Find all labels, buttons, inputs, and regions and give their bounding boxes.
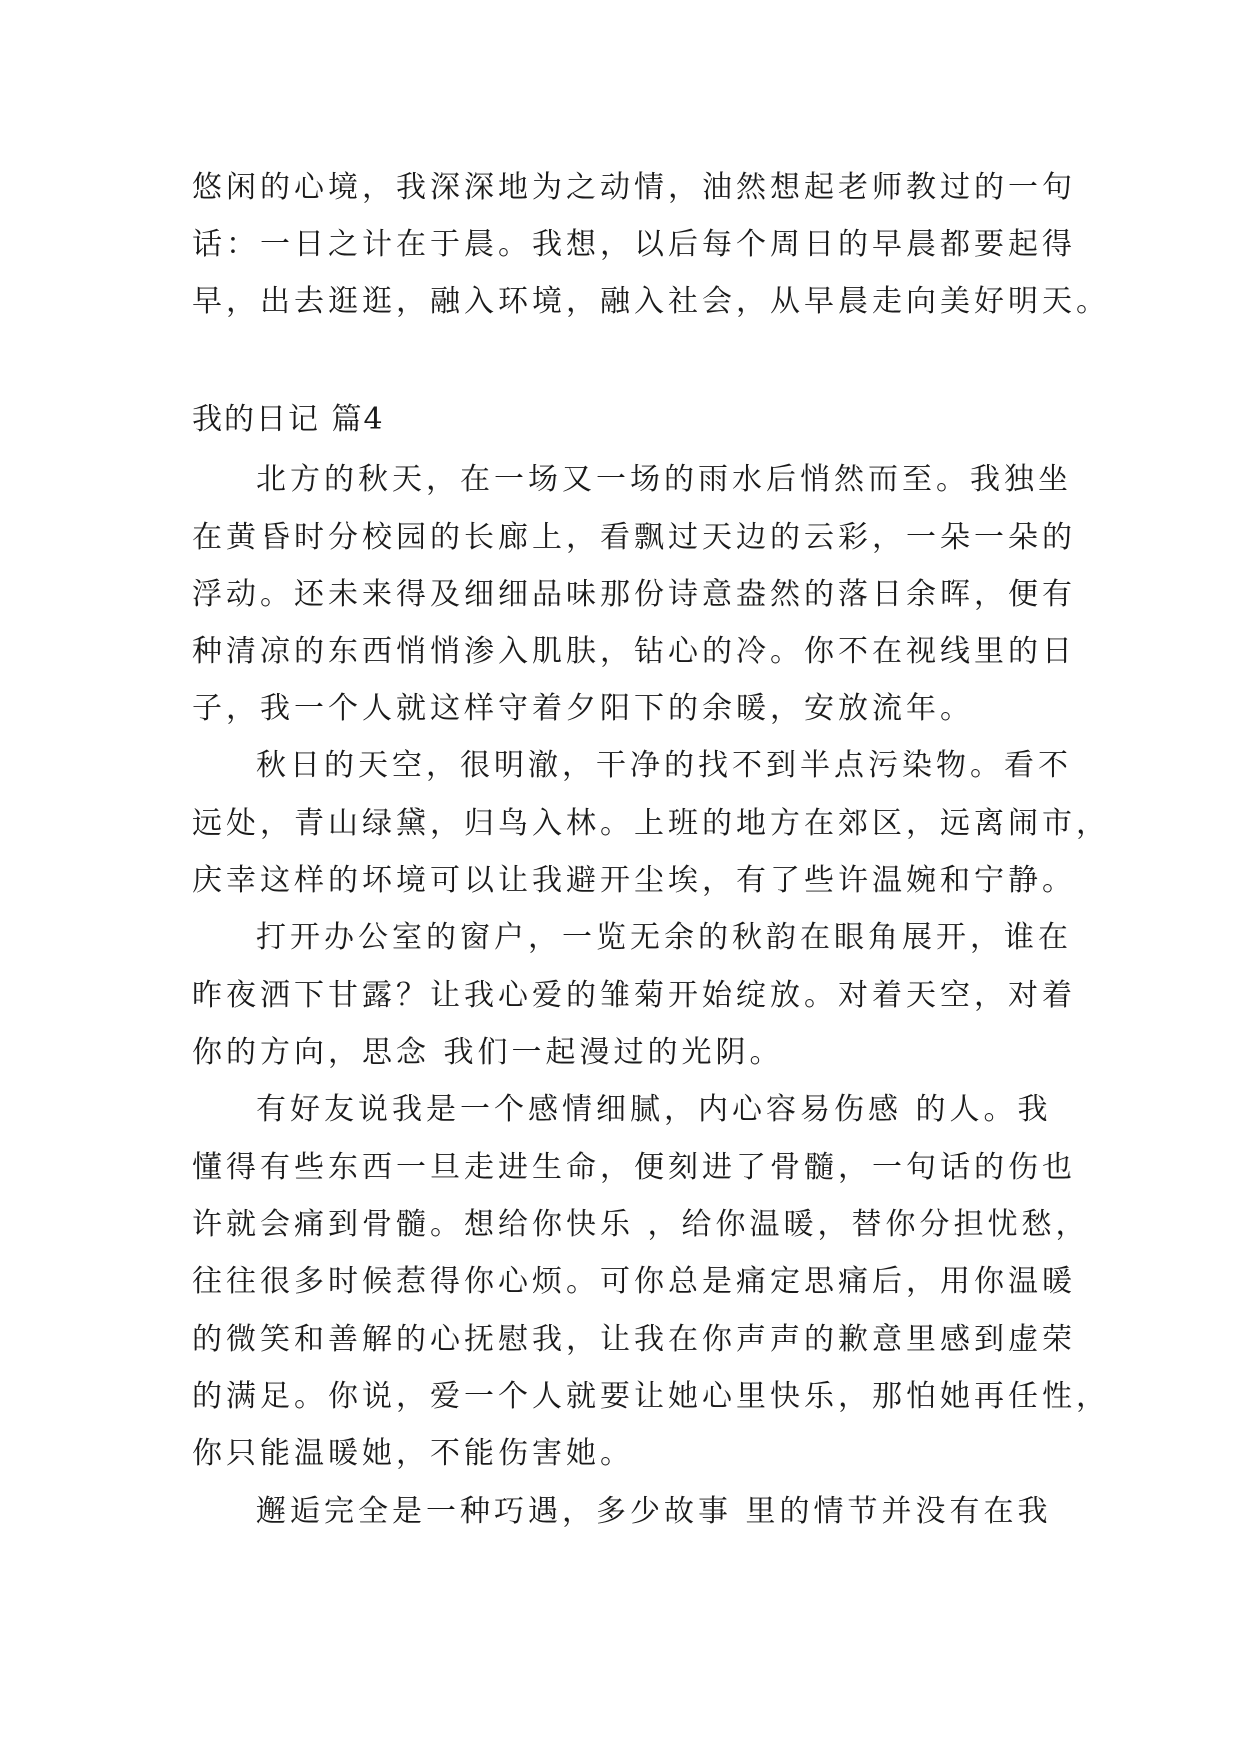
paragraph-line: 北方的秋天，在一场又一场的雨水后悄然而至。我独坐	[256, 462, 1072, 497]
paragraph-line: 有好友说我是一个感情细腻，内心容易伤感 的人。我	[256, 1092, 1052, 1127]
paragraph-line: 往往很多时候惹得你心烦。可你总是痛定思痛后，用你温暖	[192, 1264, 1076, 1299]
paragraph-line: 邂逅完全是一种巧遇，多少故事 里的情节并没有在我	[256, 1494, 1052, 1529]
paragraph-line: 的满足。你说，爱一个人就要让她心里快乐，那怕她再任性，	[192, 1379, 1110, 1414]
paragraph-line: 在黄昏时分校园的长廊上，看飘过天边的云彩，一朵一朵的	[192, 520, 1076, 555]
paragraph-line: 昨夜洒下甘露？让我心爱的雏菊开始绽放。对着天空，对着	[192, 978, 1076, 1013]
paragraph-line: 秋日的天空，很明澈，干净的找不到半点污染物。看不	[256, 748, 1072, 783]
paragraph-line: 庆幸这样的坏境可以让我避开尘埃，有了些许温婉和宁静。	[192, 863, 1076, 898]
paragraph-line: 浮动。还未来得及细细品味那份诗意盎然的落日余晖，便有	[192, 577, 1076, 612]
paragraph-line: 懂得有些东西一旦走进生命，便刻进了骨髓，一句话的伤也	[192, 1150, 1076, 1185]
paragraph-line: 的微笑和善解的心抚慰我，让我在你声声的歉意里感到虚荣	[192, 1322, 1076, 1357]
paragraph-line: 许就会痛到骨髓。想给你快乐 ，给你温暖，替你分担忧愁，	[192, 1207, 1090, 1242]
section-heading: 我的日记 篇4	[192, 402, 385, 437]
paragraph-line: 你的方向，思念 我们一起漫过的光阴。	[192, 1035, 784, 1070]
paragraph-line: 远处，青山绿黛，归鸟入林。上班的地方在郊区，远离闹市，	[192, 806, 1110, 841]
paragraph-line: 悠闲的心境，我深深地为之动情，油然想起老师教过的一句	[192, 170, 1076, 205]
paragraph-line: 子，我一个人就这样守着夕阳下的余暖，安放流年。	[192, 691, 974, 726]
paragraph-line: 种清凉的东西悄悄渗入肌肤，钻心的冷。你不在视线里的日	[192, 634, 1076, 669]
paragraph-line: 话：一日之计在于晨。我想，以后每个周日的早晨都要起得	[192, 227, 1076, 262]
paragraph-line: 你只能温暖她，不能伤害她。	[192, 1436, 634, 1471]
paragraph-line: 打开办公室的窗户，一览无余的秋韵在眼角展开，谁在	[256, 920, 1072, 955]
paragraph-line: 早，出去逛逛，融入环境，融入社会，从早晨走向美好明天。	[192, 284, 1110, 319]
